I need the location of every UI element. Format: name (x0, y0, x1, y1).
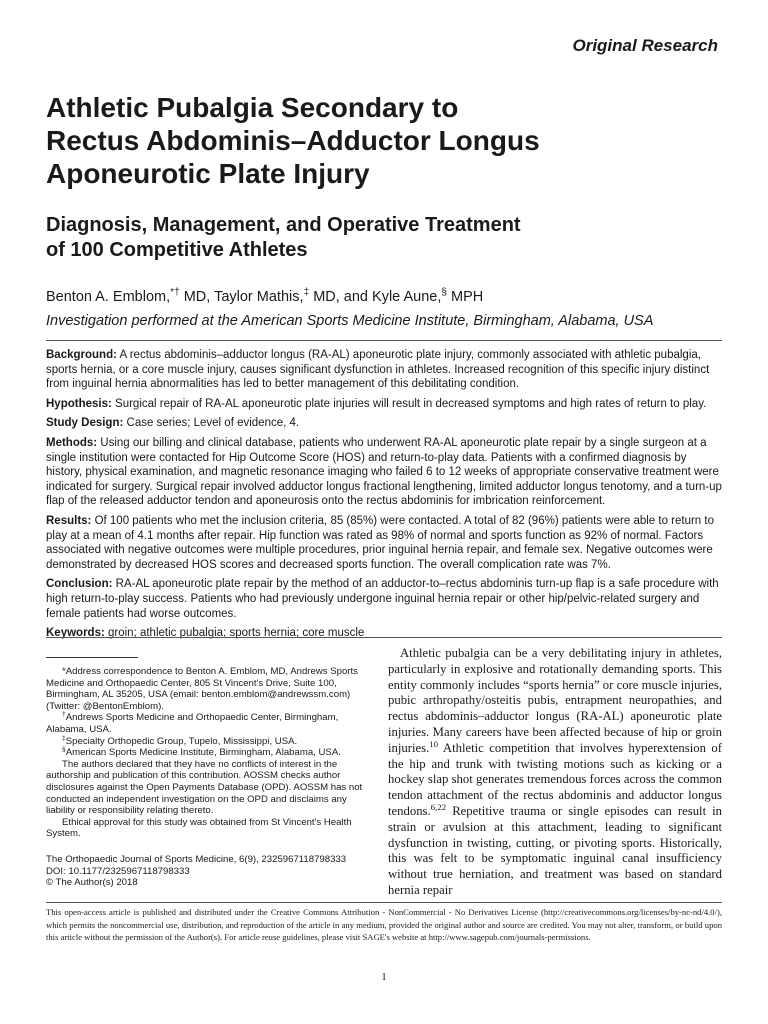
abstract-background (46, 348, 722, 392)
footnote-mark: † (62, 711, 66, 719)
article-subtitle-line: Diagnosis, Management, and Operative Treatment (46, 214, 521, 236)
author-affiliation-marks: ‡ (303, 287, 310, 299)
footnote-correspondence: *Address correspondence to Benton A. Emblom, MD, Andrews Sports Medicine and Orthopaedic Center, 805 St Vincent's Drive, Suite 100, Birmingham, AL 35205, USA (email: benton.emblom@andrewssm.com)(Twitter: @BentonEmblom). (46, 666, 358, 712)
footnotes-divider (46, 657, 138, 658)
author-name: MPH (447, 289, 484, 305)
abstract-section-label: Results: (46, 514, 92, 527)
abstract-bottom-divider (46, 637, 722, 638)
footnote-text: American Sports Medicine Institute, Birmingham, Alabama, USA. (65, 747, 341, 759)
abstract-hypothesis (46, 397, 722, 412)
article-subtitle (46, 213, 726, 263)
article-subtitle-line: of 100 Competitive Athletes (46, 239, 308, 261)
author-affiliation-marks: § (441, 287, 447, 299)
footnotes (46, 666, 366, 840)
footnote-affiliation (46, 712, 366, 735)
body-text-segment: Repetitive trauma or single episodes can result in strain or avulsion at this attachment, leading to significant dysfunction in twisting, cutting, or pivoting sports. Historically, this was felt to be symptomatic inguinal canal insufficiency without true herniation, and treatment was based on standard hernia repair (388, 803, 722, 897)
footnote-affiliation (46, 747, 366, 759)
author-name: MD, and Kyle Aune, (309, 289, 442, 305)
abstract-section-label: Background: (46, 349, 117, 361)
body-text-column (388, 646, 722, 899)
reference-citation: 6,22 (430, 801, 447, 812)
abstract-results (46, 514, 722, 572)
article-title-line: Rectus Abdominis–Adductor Longus (46, 125, 540, 156)
abstract-keywords (46, 626, 722, 641)
citation-copyright: © The Author(s) 2018 (46, 877, 138, 889)
abstract-section-label: Keywords: (46, 627, 105, 640)
abstract-section-text: RA-AL aponeurotic plate repair by the method of an adductor-to–rectus abdominis turn-up flap is a safe procedure with high return-to-play success. Patients who had previously undergone inguinal hernia repair or other hip/pelvic-related surgery and female patients had worse outcomes. (46, 578, 719, 620)
body-text-segment: Athletic pubalgia can be a very debilitating injury in athletes, particularly in explosive and rotationally demanding sports. This entity commonly includes “sports hernia” or core muscle injuries, pubic arthropathy/osteitis pubis, entrapment neuropathies, and rectus abdominis–adductor longus (RA-AL) aponeurotic plate injuries. Many careers have been affected because of hip or groin injuries. (388, 646, 722, 755)
article-title (46, 91, 726, 190)
article-title-line: Aponeurotic Plate Injury (46, 158, 370, 189)
journal-section-label: Original Research (572, 36, 718, 55)
footnote-conflicts: The authors declared that they have no conflicts of interest in the authorship and publication of this contribution. AOSSM checks author disclosures against the Open Payments Database (OPD). AOSSM has not conducted an independent investigation on the OPD and disclaims any liability or responsibility relating thereto. (46, 758, 363, 817)
article-title-line: Athletic Pubalgia Secondary to (46, 92, 459, 123)
page-number: 1 (381, 971, 387, 983)
abstract-section-label: Methods: (46, 436, 98, 449)
author-list (46, 289, 483, 305)
footnote-mark: ‡ (62, 734, 66, 742)
body-text-segment: Athletic competition that involves hyperextension of the hip and trunk with twisting motions such as kicking or a hockey slap shot generates tremendous forces across the common tendon attachment of the rectus abdominis and adductor longus tendons. (388, 740, 722, 818)
footnote-text: Andrews Sports Medicine and Orthopaedic Center, Birmingham, Alabama, USA. (46, 712, 339, 735)
footnote-affiliation (46, 736, 366, 748)
abstract-section-text: Case series; Level of evidence, 4. (123, 417, 300, 430)
abstract-top-divider (46, 340, 722, 341)
abstract-study-design (46, 416, 722, 431)
footnote-text: Specialty Orthopedic Group, Tupelo, Mississippi, USA. (65, 735, 298, 747)
abstract-section-text: Using our billing and clinical database, patients who underwent RA-AL aponeurotic plate repair by a single surgeon at a single institution were contacted for Hip Outcome Score (HOS) and return-to-play data. Patients with a confirmed diagnosis by history, physical examination, and magnetic resonance imaging who failed 6 to 12 weeks of appropriate conservative treatment were indicated for surgery. Surgical repair involved adductor longus fractional lengthening, limited adductor longus tenotomy, and a turn-up flap of the released adductor tendon and aponeurosis onto the rectus abdominis for imbrication reinforcement. (46, 436, 722, 508)
abstract-section-text: groin; athletic pubalgia; sports hernia; core muscle (104, 627, 365, 640)
footnote-ethics: Ethical approval for this study was obtained from St Vincent's Health System. (46, 816, 352, 840)
footnote-mark: § (62, 745, 66, 753)
citation-doi: DOI: 10.1177/2325967118798333 (46, 865, 190, 877)
author-name: Benton A. Emblom, (46, 289, 171, 305)
abstract-section-label: Hypothesis: (46, 397, 112, 410)
abstract-section-label: Conclusion: (46, 578, 113, 591)
abstract-section-label: Study Design: (46, 417, 124, 430)
abstract-conclusion (46, 577, 722, 621)
body-paragraph (388, 646, 722, 899)
investigation-affiliation: Investigation performed at the American Sports Medicine Institute, Birmingham, Alabama, USA (46, 313, 654, 329)
abstract-section-text: Surgical repair of RA-AL aponeurotic plate injuries will result in decreased symptoms and high rates of return to play. (111, 397, 707, 410)
license-divider (46, 902, 722, 903)
author-affiliation-marks: *† (170, 287, 180, 299)
abstract (46, 348, 722, 646)
reference-citation: 10 (429, 738, 439, 749)
abstract-methods (46, 436, 722, 509)
journal-citation (46, 854, 366, 889)
citation-journal: The Orthopaedic Journal of Sports Medicine, 6(9), 2325967118798333 (46, 854, 347, 865)
license-notice: This open-access article is published and distributed under the Creative Commons Attribution - NonCommercial - No Derivatives License (http://creativecommons.org/licenses/by-nc-nd/4.0/), which permits the noncommercial use, distribution, and reproduction of the article in any medium, provided the original author and source are credited. You may not alter, transform, or build upon this article without the permission of the Author(s). For article reuse guidelines, please visit SAGE's website at http://www.sagepub.com/journals-permissions. (46, 907, 722, 943)
abstract-section-text: Of 100 patients who met the inclusion criteria, 85 (85%) were contacted. A total of 82 (96%) patients were able to return to play at a mean of 4.1 months after repair. Hip function was rated as 98% of normal and sports function as 92% of normal. Factors associated with negative outcomes were multiple procedures, prior inguinal hernia repair, and female sex. Negative outcomes were demonstrated by decreased HOS scores and decreased sports function. The overall complication rate was 7%. (46, 514, 714, 571)
author-name: MD, Taylor Mathis, (179, 289, 304, 305)
abstract-section-text: A rectus abdominis–adductor longus (RA-AL) aponeurotic plate injury, commonly associated with athletic pubalgia, sports hernia, or a core muscle injury, causes significant dysfunction in athletes. Increased recognition of this specific injury distinct from inguinal hernia abnormalities has led to better management of this debilitating condition. (46, 349, 710, 391)
